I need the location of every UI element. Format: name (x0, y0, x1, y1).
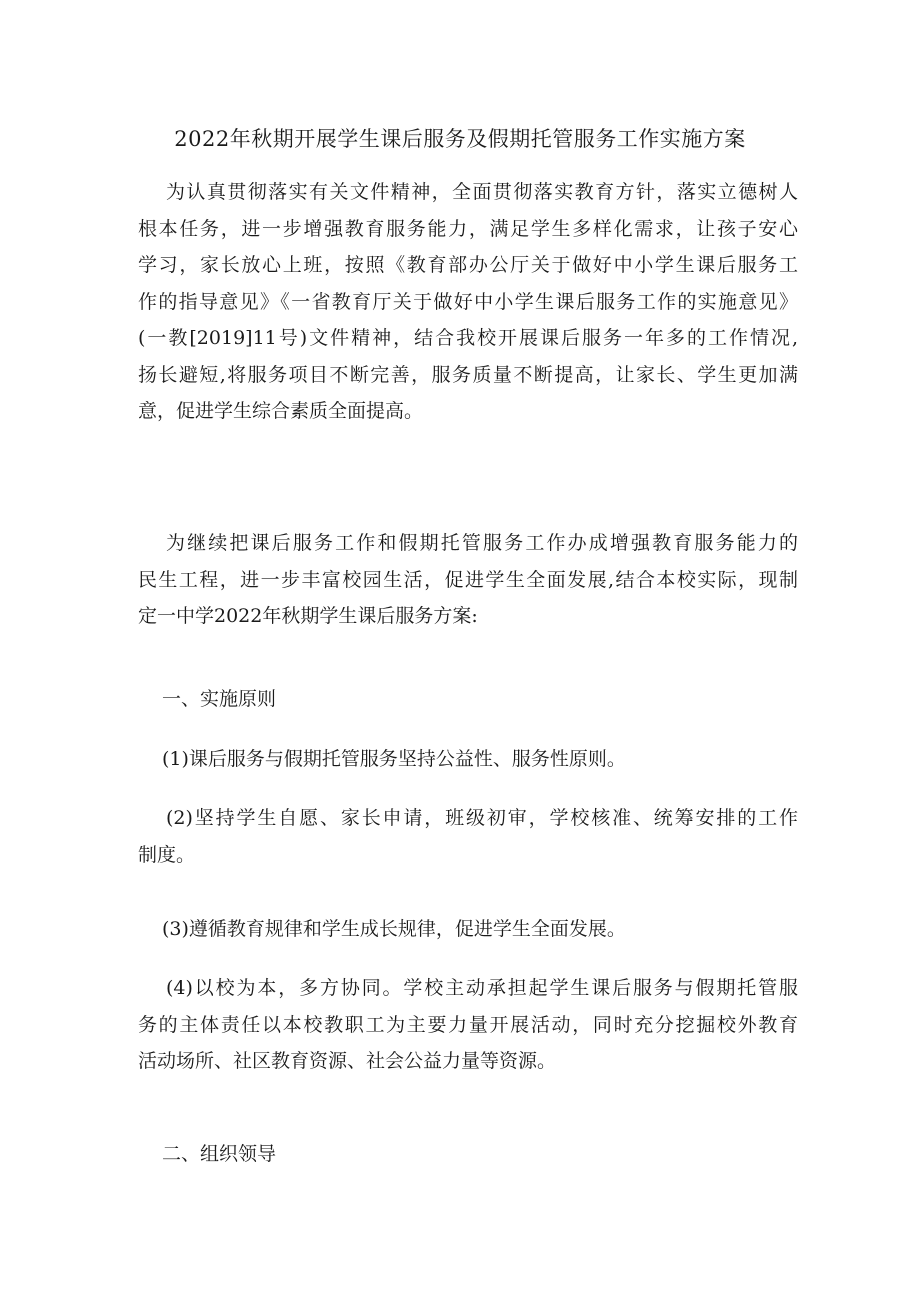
paragraph-line: 为继续把课后服务工作和假期托管服务工作办成增强教育服务能力的 (166, 532, 798, 554)
principle-item-1: (1)课后服务与假期托管服务坚持公益性、服务性原则。 (162, 748, 626, 770)
paragraph-line: 意，促进学生综合素质全面提高。 (138, 400, 424, 422)
paragraph-line: 制度。 (138, 843, 196, 866)
section-heading-organization: 二、组织领导 (162, 1143, 277, 1165)
paragraph-line: 民生工程，进一步丰富校园生活，促进学生全面发展,结合本校实际，现制 (138, 568, 798, 591)
paragraph-line: 学习，家长放心上班，按照《教育部办公厅关于做好中小学生课后服务工 (138, 254, 798, 276)
paragraph-line: 根本任务，进一步增强教育服务能力，满足学生多样化需求，让孩子安心 (138, 217, 798, 240)
principle-item-2 (138, 800, 798, 873)
section-heading-principles: 一、实施原则 (162, 688, 277, 710)
principle-item-4 (138, 970, 798, 1080)
paragraph-line: (2)坚持学生自愿、家长申请，班级初审，学校核准、统筹安排的工作 (166, 807, 798, 829)
paragraph-line: (4)以校为本，多方协同。学校主动承担起学生课后服务与假期托管服 (166, 977, 798, 999)
principle-item-3: (3)遵循教育规律和学生成长规律，促进学生全面发展。 (162, 918, 626, 940)
paragraph-line: 作的指导意见》《一省教育厅关于做好中小学生课后服务工作的实施意见》 (138, 290, 798, 313)
paragraph-line: 活动场所、社区教育资源、社会公益力量等资源。 (138, 1050, 557, 1072)
paragraph-line: 扬长避短,将服务项目不断完善，服务质量不断提高，让家长、学生更加满 (138, 363, 798, 386)
document-title: 2022年秋期开展学生课后服务及假期托管服务工作实施方案 (174, 127, 746, 151)
purpose-paragraph (138, 525, 798, 635)
intro-paragraph (138, 174, 798, 430)
paragraph-line: (一教[2019]11号)文件精神，结合我校开展课后服务一年多的工作情况, (138, 327, 798, 349)
paragraph-line: 定一中学2022年秋期学生课后服务方案: (138, 605, 478, 627)
paragraph-line: 为认真贯彻落实有关文件精神，全面贯彻落实教育方针，落实立德树人 (166, 181, 798, 203)
paragraph-line: 务的主体责任以本校教职工为主要力量开展活动，同时充分挖掘校外教育 (138, 1013, 798, 1036)
